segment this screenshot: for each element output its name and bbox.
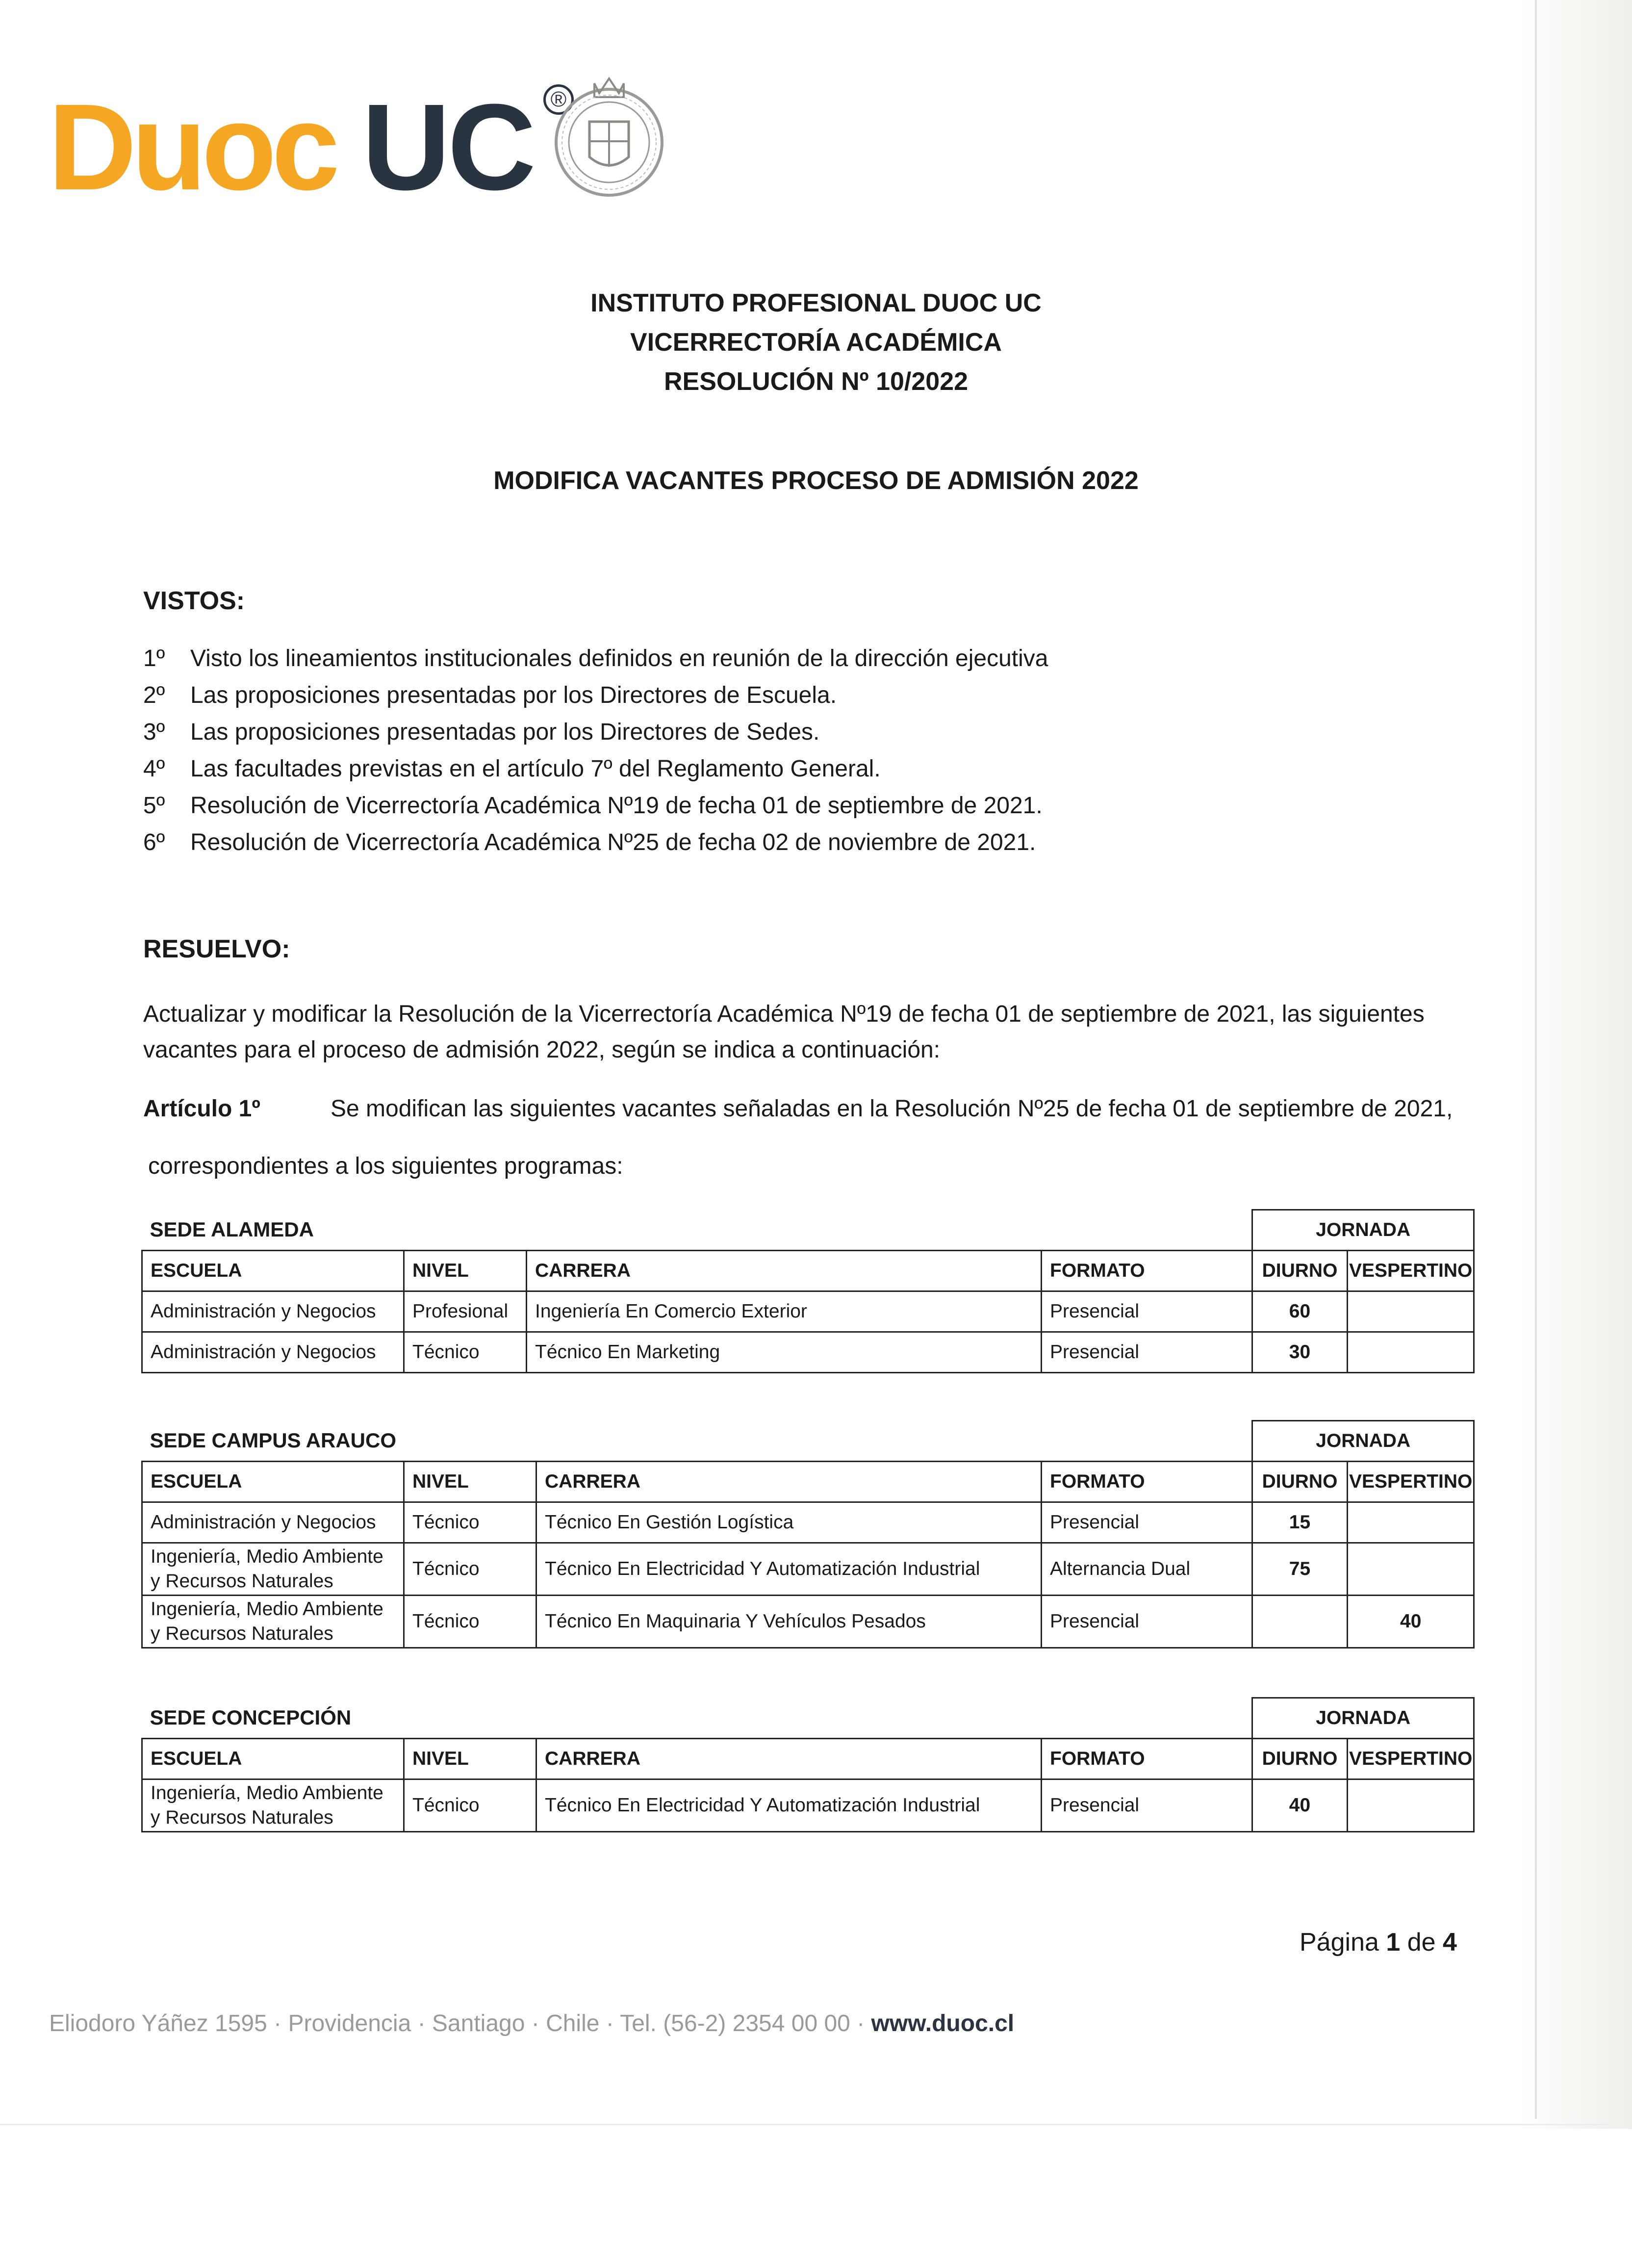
page-label: Página (1300, 1928, 1379, 1957)
table-row (142, 1291, 1474, 1332)
jornada-header: JORNADA (1252, 1698, 1474, 1739)
article-text: Se modifican las siguientes vacantes señaladas en la Resolución Nº25 de fecha 01 de septiembre de 2021, (331, 1096, 1453, 1122)
cell-vespertino (1348, 1779, 1474, 1832)
column-header-carrera: CARRERA (536, 1739, 1042, 1779)
cell-escuela: Ingeniería, Medio Ambiente y Recursos Naturales (142, 1596, 404, 1648)
column-header-diurno: DIURNO (1252, 1739, 1348, 1779)
footer-address (49, 2010, 1014, 2037)
cell-carrera: Técnico En Marketing (527, 1332, 1042, 1373)
vistos-item-text: Las proposiciones presentadas por los Directores de Sedes. (190, 719, 820, 745)
cell-nivel: Técnico (404, 1502, 536, 1543)
vistos-item-number: 3º (143, 719, 165, 745)
vistos-item (143, 682, 837, 709)
sede-title: SEDE CONCEPCIÓN (150, 1706, 352, 1729)
vistos-item-number: 4º (143, 756, 165, 782)
scan-page-edge-line (1535, 0, 1537, 2119)
cell-formato: Presencial (1042, 1332, 1252, 1373)
column-header-escuela: ESCUELA (142, 1739, 404, 1779)
column-header-vespertino: VESPERTINO (1348, 1251, 1474, 1291)
vistos-item-number: 6º (143, 829, 165, 855)
column-header-nivel: NIVEL (404, 1462, 536, 1502)
column-header-carrera: CARRERA (536, 1462, 1042, 1502)
cell-formato: Presencial (1042, 1596, 1252, 1648)
column-header-formato: FORMATO (1042, 1462, 1252, 1502)
vistos-item-text: Resolución de Vicerrectoría Académica Nº19 de fecha 01 de septiembre de 2021. (190, 793, 1043, 819)
column-header-vespertino: VESPERTINO (1348, 1462, 1474, 1502)
cell-carrera: Técnico En Maquinaria Y Vehículos Pesados (536, 1596, 1042, 1648)
page-current: 1 (1386, 1928, 1401, 1957)
cell-formato: Alternancia Dual (1042, 1543, 1252, 1596)
vistos-item-text: Resolución de Vicerrectoría Académica Nº25 de fecha 02 de noviembre de 2021. (190, 829, 1036, 855)
table-row (142, 1779, 1474, 1832)
cell-nivel: Técnico (404, 1779, 536, 1832)
scan-page-edge (1520, 0, 1632, 2129)
resolution-subject: MODIFICA VACANTES PROCESO DE ADMISIÓN 2022 (493, 466, 1139, 495)
cell-escuela: Ingeniería, Medio Ambiente y Recursos Naturales (142, 1543, 404, 1596)
cell-escuela: Administración y Negocios (142, 1291, 404, 1332)
vistos-item-number: 5º (143, 793, 165, 819)
article-label: Artículo 1º (143, 1096, 260, 1122)
vistos-item (143, 792, 1043, 819)
page-indicator (1300, 1928, 1457, 1957)
vistos-item (143, 719, 819, 746)
cell-carrera: Ingeniería En Comercio Exterior (527, 1291, 1042, 1332)
cell-diurno: 30 (1252, 1332, 1348, 1373)
vistos-item-text: Visto los lineamientos institucionales definidos en reunión de la dirección ejecutiva (190, 645, 1048, 671)
sede-title: SEDE ALAMEDA (150, 1218, 314, 1241)
cell-escuela: Ingeniería, Medio Ambiente y Recursos Naturales (142, 1779, 404, 1832)
cell-carrera: Técnico En Gestión Logística (536, 1502, 1042, 1543)
cell-vespertino (1348, 1543, 1474, 1596)
cell-carrera: Técnico En Electricidad Y Automatización Industrial (536, 1779, 1042, 1832)
scan-bottom-edge (0, 2124, 1608, 2125)
column-header-formato: FORMATO (1042, 1739, 1252, 1779)
vistos-item-number: 2º (143, 682, 165, 708)
table-row (142, 1543, 1474, 1596)
column-header-nivel: NIVEL (404, 1251, 527, 1291)
table-row (142, 1502, 1474, 1543)
column-header-carrera: CARRERA (527, 1251, 1042, 1291)
vistos-item-text: Las facultades previstas en el artículo 7º del Reglamento General. (190, 756, 881, 782)
cell-diurno: 60 (1252, 1291, 1348, 1332)
article-text-continued: correspondientes a los siguientes programas: (148, 1153, 623, 1179)
logo-duoc-text: Duoc (48, 78, 335, 215)
university-seal-icon (552, 69, 666, 201)
resuelvo-heading: RESUELVO: (143, 935, 290, 963)
cell-vespertino (1348, 1291, 1474, 1332)
vistos-item-number: 1º (143, 645, 165, 671)
cell-nivel: Técnico (404, 1543, 536, 1596)
resolution-number: RESOLUCIÓN Nº 10/2022 (663, 367, 969, 396)
cell-vespertino (1348, 1502, 1474, 1543)
page-total: 4 (1443, 1928, 1457, 1957)
footer-website-link[interactable]: www.duoc.cl (871, 2010, 1015, 2036)
cell-vespertino (1348, 1332, 1474, 1373)
cell-vespertino: 40 (1348, 1596, 1474, 1648)
footer-address-text: Eliodoro Yáñez 1595 · Providencia · Santiago · Chile · Tel. (56-2) 2354 00 00 · (49, 2010, 865, 2036)
jornada-header: JORNADA (1252, 1421, 1474, 1462)
resuelvo-paragraph-line: vacantes para el proceso de admisión 2022, según se indica a continuación: (143, 1037, 941, 1063)
cell-nivel: Técnico (404, 1332, 527, 1373)
cell-diurno: 75 (1252, 1543, 1348, 1596)
column-header-vespertino: VESPERTINO (1348, 1739, 1474, 1779)
cell-diurno: 40 (1252, 1779, 1348, 1832)
vicerrectoria-title: VICERRECTORÍA ACADÉMICA (630, 328, 1002, 357)
institution-title: INSTITUTO PROFESIONAL DUOC UC (590, 289, 1042, 317)
cell-nivel: Técnico (404, 1596, 536, 1648)
column-header-nivel: NIVEL (404, 1739, 536, 1779)
vacantes-table-concepcion (141, 1697, 1475, 1832)
registered-mark-icon: ® (543, 84, 574, 115)
vacantes-table-alameda (141, 1209, 1475, 1373)
sede-title: SEDE CAMPUS ARAUCO (150, 1429, 396, 1452)
jornada-header: JORNADA (1252, 1210, 1474, 1251)
cell-formato: Presencial (1042, 1502, 1252, 1543)
vistos-item (143, 645, 1048, 672)
article-1 (143, 1095, 1453, 1122)
table-row (142, 1596, 1474, 1648)
table-row (142, 1332, 1474, 1373)
cell-diurno (1252, 1596, 1348, 1648)
vistos-item (143, 829, 1036, 856)
column-header-formato: FORMATO (1042, 1251, 1252, 1291)
cell-formato: Presencial (1042, 1291, 1252, 1332)
resuelvo-paragraph-line: Actualizar y modificar la Resolución de la Vicerrectoría Académica Nº19 de fecha 01 de septiembre de 2021, las siguientes (143, 1001, 1425, 1027)
cell-formato: Presencial (1042, 1779, 1252, 1832)
page-of: de (1407, 1928, 1436, 1957)
vistos-item (143, 755, 881, 782)
cell-carrera: Técnico En Electricidad Y Automatización Industrial (536, 1543, 1042, 1596)
logo-uc-text: UC (362, 78, 534, 215)
column-header-diurno: DIURNO (1252, 1251, 1348, 1291)
column-header-escuela: ESCUELA (142, 1251, 404, 1291)
column-header-diurno: DIURNO (1252, 1462, 1348, 1502)
cell-diurno: 15 (1252, 1502, 1348, 1543)
vacantes-table-campus-arauco (141, 1420, 1475, 1649)
vistos-item-text: Las proposiciones presentadas por los Directores de Escuela. (190, 682, 837, 708)
cell-nivel: Profesional (404, 1291, 527, 1332)
column-header-escuela: ESCUELA (142, 1462, 404, 1502)
vistos-heading: VISTOS: (143, 587, 245, 615)
cell-escuela: Administración y Negocios (142, 1502, 404, 1543)
cell-escuela: Administración y Negocios (142, 1332, 404, 1373)
